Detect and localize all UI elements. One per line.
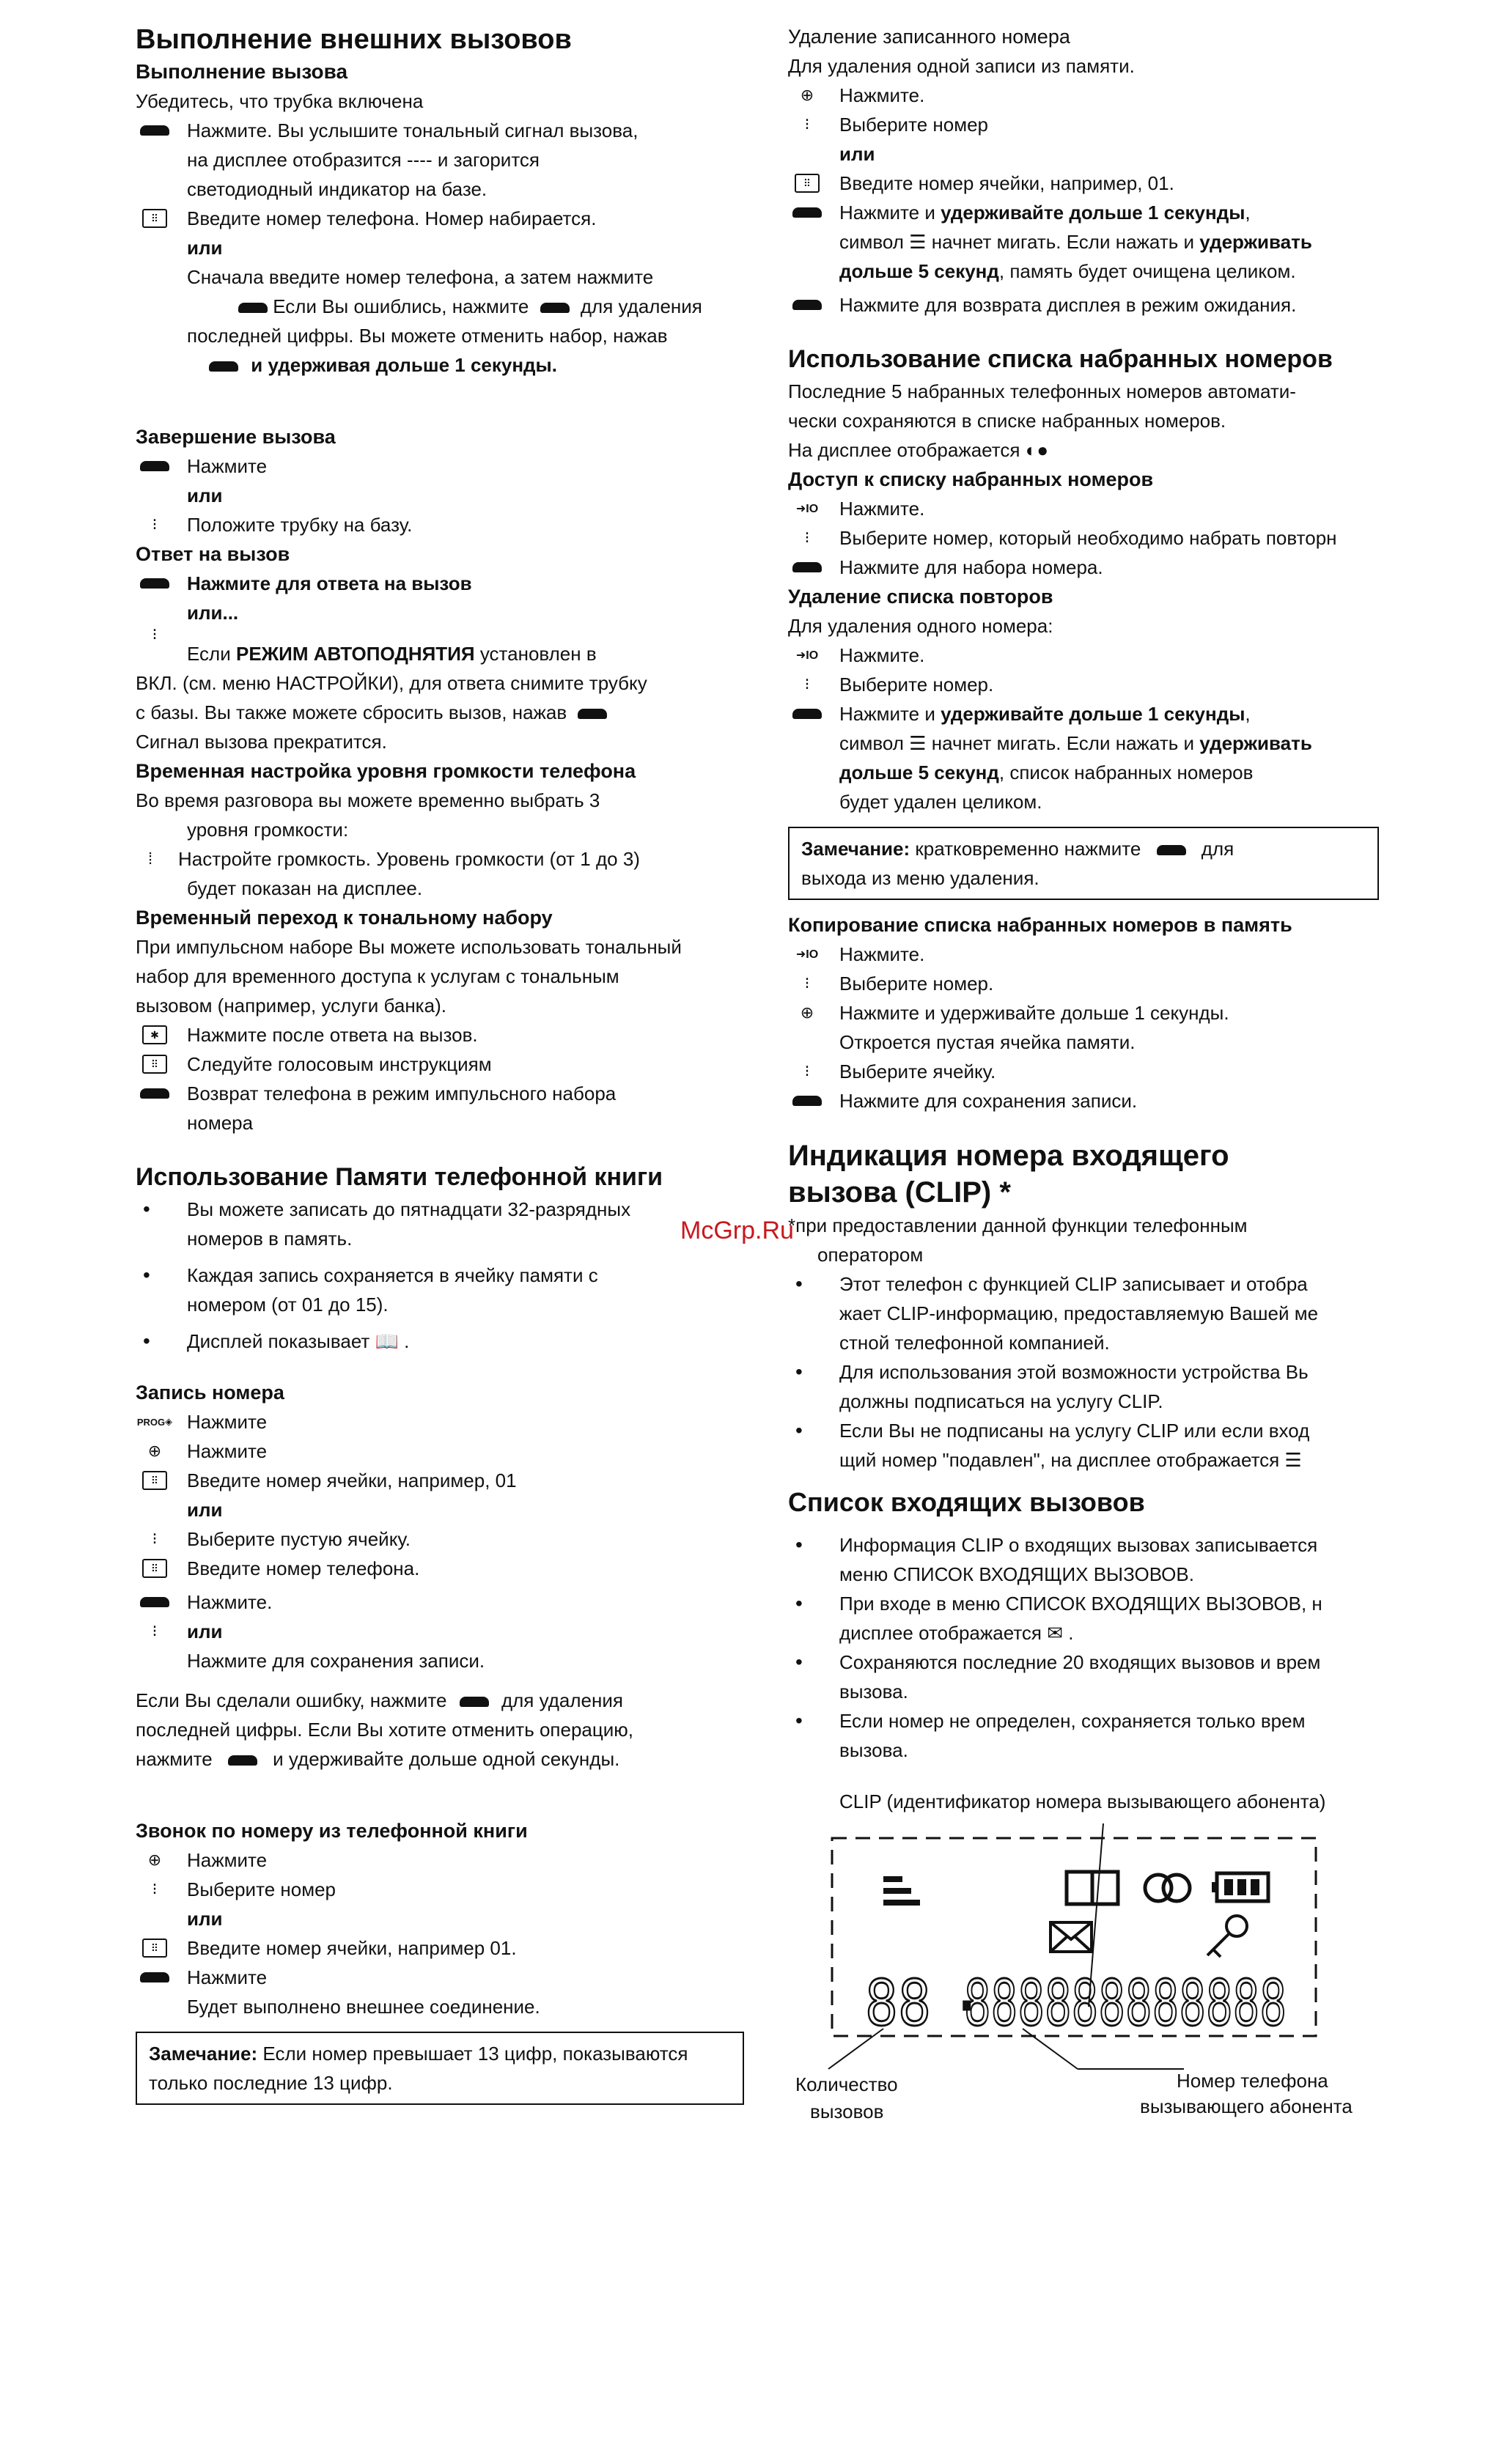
step — [136, 1963, 744, 1992]
step — [788, 110, 1397, 139]
step — [136, 116, 744, 145]
text-line — [788, 435, 1397, 465]
text: вызова. — [839, 1681, 908, 1703]
list-item — [788, 1269, 1397, 1357]
step — [136, 1466, 744, 1495]
lcd-label-count: Количество — [795, 2073, 898, 2095]
text-line — [136, 350, 744, 380]
text: PROG — [136, 1416, 166, 1428]
step — [788, 998, 1397, 1028]
step — [788, 169, 1397, 198]
redial-icon — [1145, 1875, 1190, 1901]
text: Нажмите и — [839, 703, 935, 725]
text: вызовом (например, услуги банка). — [136, 995, 446, 1017]
text: кратковременно нажмите — [915, 838, 1141, 860]
step — [788, 290, 1397, 320]
handset-base-icon: ⁝ — [152, 625, 158, 643]
end-key-icon — [578, 709, 607, 719]
step — [136, 510, 744, 539]
footnote: *при предоставлении данной функции телефонным — [788, 1214, 1248, 1236]
or-label: или — [839, 143, 875, 165]
text: Нажмите и — [839, 202, 935, 224]
redial-key-icon: ➜IO — [795, 503, 819, 515]
delete-key-icon — [788, 202, 826, 223]
clip-bullets — [788, 1269, 1397, 1475]
text: удерживать — [1199, 732, 1312, 754]
text: Если Вы ошиблись, нажмите — [273, 295, 529, 317]
text: Если Вы сделали ошибку, нажмите — [136, 1689, 447, 1711]
section-title-end-call: Завершение вызова — [136, 426, 336, 448]
text: начнет мигать. Если нажать и — [931, 231, 1195, 253]
text: символ — [839, 732, 904, 754]
text: Для удаления одного номера: — [788, 615, 1053, 637]
step — [788, 699, 1397, 728]
phonebook-key-icon: ⊕ — [147, 1442, 162, 1460]
text: установлен в — [479, 643, 597, 665]
phonebook-key-icon: ⊕ — [800, 1003, 814, 1022]
text-line — [788, 227, 1397, 257]
text-line — [788, 758, 1397, 787]
text: Введите номер ячейки, например 01. — [187, 1937, 517, 1959]
list-item — [788, 1530, 1397, 1589]
step — [136, 204, 744, 233]
text: Нажмите — [187, 1849, 268, 1871]
text: светодиодный индикатор на базе. — [187, 178, 487, 200]
text: Нажмите — [187, 455, 268, 477]
text: Нажмите и удерживайте дольше 1 секунды. — [839, 1002, 1229, 1024]
lcd-pointer-line — [828, 2029, 883, 2069]
envelope-icon — [1050, 1922, 1092, 1952]
text: с базы. Вы также можете сбросить вызов, нажав — [136, 701, 567, 723]
lcd-colon: · — [946, 1966, 988, 2046]
text: уровня громкости: — [187, 819, 349, 841]
text: вызова. — [839, 1739, 908, 1761]
text-line: Нажмите и удерживайте дольше 1 секунды, — [839, 202, 1251, 224]
step — [788, 1057, 1397, 1086]
text: Нажмите. — [187, 1591, 273, 1613]
step — [788, 494, 1397, 523]
section-title-copy-dialed-list: Копирование списка набранных номеров в память — [788, 914, 1292, 936]
text: дольше 5 секунд — [839, 761, 999, 783]
text: Нажмите. — [839, 644, 925, 666]
signal-icon: ☰ — [909, 732, 927, 754]
step — [136, 1079, 744, 1108]
scroll-key-icon: ⁝ — [804, 115, 810, 133]
step — [136, 1020, 744, 1050]
talk-key-icon — [788, 557, 826, 578]
text: Введите номер ячейки, например, 01. — [839, 172, 1174, 194]
text: дисплее отображается — [839, 1622, 1042, 1644]
redial-key-icon: ➜IO — [795, 948, 819, 961]
text: Если номер превышает 13 цифр, показываются — [262, 2043, 688, 2065]
text-line: Нажмите и удерживайте дольше 1 секунды, — [839, 703, 1251, 725]
scroll-key-icon: ⁝ — [152, 1622, 158, 1640]
list-item: • Дисплей показывает 📖 . — [136, 1327, 744, 1356]
text: на дисплее отобразится ---- и загорится — [187, 149, 540, 171]
scroll-key-icon: ⁝ — [152, 1880, 158, 1898]
text: Нажмите. — [839, 943, 925, 965]
text: При импульсном наборе Вы можете использовать тональный — [136, 936, 682, 958]
step — [136, 844, 744, 874]
text: Нажмите для сохранения записи. — [839, 1090, 1138, 1112]
text: Последние 5 набранных телефонных номеров автомати- — [788, 380, 1296, 402]
text: Если — [187, 643, 231, 665]
signal-icon — [883, 1876, 920, 1906]
step — [136, 625, 744, 668]
text: Вы можете записать до пятнадцати 32-разрядных — [187, 1198, 631, 1220]
text: Выберите пустую ячейку. — [187, 1528, 411, 1550]
text: последней цифры. Вы можете отменить набор, нажав — [187, 325, 668, 347]
keypad-icon: ⠿ — [136, 1054, 174, 1074]
footnote: оператором — [817, 1244, 924, 1266]
text: Настройте громкость. Уровень громкости (от 1 до 3) — [178, 848, 640, 870]
scroll-key-icon: ⁝ — [804, 974, 810, 992]
list-item — [136, 1195, 744, 1253]
envelope-icon: ✉ — [1047, 1622, 1064, 1644]
text: Для использования этой возможности устройства Вь — [839, 1361, 1309, 1383]
section-title-delete-entry: Удаление записанного номера — [788, 26, 1070, 48]
scroll-key-icon: ⁝ — [804, 675, 810, 693]
text: Откроется пустая ячейка памяти. — [839, 1031, 1136, 1053]
section-title-dialed-list: Использование списка набранных номеров — [788, 345, 1333, 373]
text: Во время разговора вы можете временно выбрать 3 — [136, 789, 600, 811]
section-title-incoming-list: Список входящих вызовов — [788, 1487, 1145, 1517]
talk-key-icon — [788, 1091, 826, 1111]
text: удерживайте дольше 1 секунды — [941, 703, 1245, 725]
text: ВКЛ. (см. меню НАСТРОЙКИ), для ответа снимите трубку — [136, 672, 647, 694]
note-box — [788, 827, 1379, 900]
text: символ — [839, 231, 904, 253]
delete-key-icon — [460, 1697, 489, 1707]
text: Введите номер телефона. Номер набирается. — [187, 207, 597, 229]
subtitle-make-call: Выполнение вызова — [136, 60, 348, 83]
end-key-icon — [136, 1083, 174, 1104]
text: набор для временного доступа к услугам с тональным — [136, 965, 619, 987]
text: Выберите номер. — [839, 973, 994, 995]
subtitle-access-dialed-list: Доступ к списку набранных номеров — [788, 468, 1154, 490]
talk-key-icon — [238, 303, 268, 313]
text: Следуйте голосовым инструкциям — [187, 1053, 492, 1075]
text: Замечание: — [801, 838, 910, 860]
text: Нажмите. — [839, 84, 925, 106]
lcd-counter-digits: 88 — [865, 1966, 931, 2046]
text: для удаления — [501, 1689, 623, 1711]
text: Положите трубку на базу. — [187, 514, 413, 536]
text: Если Вы не подписаны на услугу CLIP или если вход — [839, 1420, 1310, 1442]
section-title-phonebook: Использование Памяти телефонной книги — [136, 1163, 663, 1191]
text: меню СПИСОК ВХОДЯЩИХ ВЫЗОВОВ. — [839, 1563, 1194, 1585]
text: , память будет очищена целиком. — [998, 260, 1296, 282]
redial-key-icon: ➜IO — [795, 649, 819, 662]
text: Нажмите — [187, 1411, 268, 1433]
list-item — [788, 1706, 1397, 1765]
note-box — [136, 2032, 744, 2105]
text-line — [788, 257, 1397, 286]
lcd-caption: CLIP (идентификатор номера вызывающего абонента) — [839, 1790, 1326, 1812]
list-item — [788, 1357, 1397, 1416]
section-title-call-from-phonebook: Звонок по номеру из телефонной книги — [136, 1820, 528, 1842]
text-line — [136, 1686, 744, 1715]
right-column — [788, 22, 1397, 2131]
redial-icon: ◐● — [1025, 439, 1049, 461]
key-icon — [1207, 1916, 1247, 1957]
text: только последние 13 цифр. — [149, 2072, 393, 2094]
text: Возврат телефона в режим импульсного набора — [187, 1082, 617, 1104]
text-line — [187, 639, 744, 668]
battery-icon — [1212, 1873, 1268, 1901]
phonebook-key-icon: ⊕ — [800, 86, 814, 104]
text: для удаления — [580, 295, 702, 317]
delete-key-icon — [209, 361, 238, 372]
text: Будет выполнено внешнее соединение. — [187, 1996, 540, 2018]
delete-key-icon — [788, 704, 826, 724]
keypad-icon: ⠿ — [136, 1558, 174, 1579]
scroll-key-icon: ⁝ — [804, 1062, 810, 1080]
text: будет показан на дисплее. — [187, 877, 423, 899]
section-title-save-number: Запись номера — [136, 1382, 284, 1403]
step — [788, 553, 1397, 582]
step — [788, 940, 1397, 969]
step — [136, 569, 744, 598]
list-item — [136, 1261, 744, 1319]
lcd-label-number: Номер телефона — [1177, 2070, 1328, 2092]
text: номеров в память. — [187, 1228, 353, 1250]
prog-key-icon: PROG ◈ — [136, 1416, 173, 1428]
text: Сигнал вызова прекратится. — [136, 731, 387, 753]
text: Нажмите после ответа на вызов. — [187, 1024, 478, 1046]
text: номера — [187, 1112, 254, 1134]
end-key-icon — [1157, 845, 1186, 855]
section-title-tone-dial: Временный переход к тональному набору — [136, 907, 553, 929]
step — [788, 969, 1397, 998]
text: Выберите номер — [839, 114, 988, 136]
list-item — [788, 1416, 1397, 1475]
text: дольше 5 секунд — [839, 260, 999, 282]
book-icon — [1067, 1872, 1118, 1904]
text: Нажмите для ответа на вызов — [187, 572, 472, 594]
step — [136, 1845, 744, 1875]
keypad-icon: ⠿ — [136, 208, 174, 229]
end-key-icon — [788, 295, 826, 315]
text-line — [136, 698, 744, 727]
talk-key-icon — [136, 573, 174, 594]
step — [136, 1933, 744, 1963]
subtitle-delete-redial-list: Удаление списка повторов — [788, 586, 1053, 608]
text: Нажмите для возврата дисплея в режим ожидания. — [839, 294, 1297, 316]
text: Выберите номер — [187, 1878, 336, 1900]
or-label: или — [187, 1620, 223, 1642]
step — [136, 1587, 744, 1617]
step — [788, 641, 1397, 670]
text: выхода из меню удаления. — [801, 867, 1039, 889]
or-label: или — [187, 1908, 223, 1930]
step — [788, 523, 1397, 553]
text: Нажмите — [187, 1966, 268, 1988]
delete-key-icon — [228, 1755, 257, 1766]
lcd-diagram — [788, 1823, 1360, 2131]
lcd-svg — [788, 1823, 1360, 2131]
text: Введите номер ячейки, например, 01 — [187, 1469, 517, 1491]
text: номером (от 01 до 15). — [187, 1294, 389, 1316]
text: нажмите — [136, 1748, 213, 1770]
text: Нажмите для сохранения записи. — [187, 1650, 485, 1672]
incoming-bullets — [788, 1530, 1397, 1765]
text: будет удален целиком. — [839, 791, 1042, 813]
left-column — [136, 22, 744, 2105]
text: , список набранных номеров — [998, 761, 1254, 783]
text: чески сохраняются в списке набранных номеров. — [788, 410, 1226, 432]
step — [136, 1617, 744, 1646]
step — [136, 1436, 744, 1466]
text: Если номер не определен, сохраняется только врем — [839, 1710, 1306, 1732]
phonebook-key-icon: ⊕ — [147, 1851, 162, 1869]
text: жает CLIP-информацию, предоставляемую Вашей ме — [839, 1302, 1319, 1324]
step — [136, 1524, 744, 1554]
step — [788, 81, 1397, 110]
lcd-label-number-2: вызывающего абонента — [1140, 2095, 1353, 2117]
book-icon: 📖 — [375, 1330, 399, 1352]
keypad-icon: ⠿ — [788, 173, 826, 193]
step — [136, 1050, 744, 1079]
text: Нажмите. Вы услышите тональный сигнал вызова, — [187, 119, 639, 141]
step — [136, 1875, 744, 1904]
text: Информация CLIP о входящих вызовах записывается — [839, 1534, 1318, 1556]
text: Нажмите — [187, 1440, 268, 1462]
text: Сначала введите номер телефона, а затем нажмите — [187, 266, 654, 288]
step — [788, 198, 1397, 227]
text: Нажмите. — [839, 498, 925, 520]
step — [788, 670, 1397, 699]
lcd-label-count-2: вызовов — [810, 2100, 884, 2122]
text: Выберите номер, который необходимо набрать повторн — [839, 527, 1337, 549]
or-label: или — [187, 1499, 223, 1521]
talk-key-icon — [136, 1967, 174, 1988]
text: удерживайте дольше 1 секунды — [941, 202, 1245, 224]
section-title-answer-call: Ответ на вызов — [136, 543, 290, 565]
section-title-volume: Временная настройка уровня громкости телефона — [136, 760, 636, 782]
text: должны подписаться на услугу CLIP. — [839, 1390, 1163, 1412]
end-key-icon — [136, 456, 174, 476]
text: начнет мигать. Если нажать и — [931, 732, 1195, 754]
section-title-clip-2: вызова (CLIP) * — [788, 1176, 1011, 1209]
text: Введите номер телефона. — [187, 1557, 420, 1579]
list-item: • При входе в меню СПИСОК ВХОДЯЩИХ ВЫЗОВОВ, н дисплее отображается ✉ . — [788, 1589, 1397, 1648]
text: для — [1201, 838, 1234, 860]
text: Нажмите для набора номера. — [839, 556, 1103, 578]
section-title-outgoing-calls: Выполнение внешних вызовов — [136, 24, 572, 55]
signal-icon: ☰ — [909, 231, 927, 253]
text: Убедитесь, что трубка включена — [136, 90, 424, 112]
text: РЕЖИМ АВТОПОДНЯТИЯ — [235, 643, 475, 665]
keypad-icon: ⠿ — [136, 1470, 174, 1491]
talk-key-icon — [136, 1592, 174, 1612]
or-label: или — [187, 237, 223, 259]
text: Выберите ячейку. — [839, 1061, 996, 1082]
text-line — [136, 1744, 744, 1774]
text: щий номер "подавлен", на дисплее отображается — [839, 1449, 1280, 1471]
scroll-key-icon: ⁝ — [152, 1530, 158, 1548]
text: и удерживая дольше 1 секунды. — [251, 354, 557, 376]
talk-key-icon — [136, 120, 174, 141]
text: Замечание: — [149, 2043, 258, 2065]
step — [136, 1407, 744, 1436]
text: На дисплее отображается — [788, 439, 1020, 461]
text: стной телефонной компанией. — [839, 1332, 1110, 1354]
volume-key-icon: ⁞ — [147, 849, 153, 868]
step — [136, 1554, 744, 1583]
scroll-key-icon: ⁝ — [804, 528, 810, 547]
text: Для удаления одной записи из памяти. — [788, 55, 1135, 77]
step — [136, 451, 744, 481]
text: или... — [187, 602, 239, 624]
phonebook-bullets — [136, 1195, 744, 1356]
section-title-clip: Индикация номера входящего — [788, 1140, 1229, 1172]
text: Дисплей показывает — [187, 1330, 370, 1352]
delete-key-icon — [540, 303, 570, 313]
step — [788, 1086, 1397, 1115]
text-line — [788, 728, 1397, 758]
text: Каждая запись сохраняется в ячейку памяти с — [187, 1264, 598, 1286]
signal-icon: ☰ — [1284, 1449, 1302, 1471]
or-label: или — [187, 484, 223, 506]
keypad-icon: ⠿ — [136, 1938, 174, 1958]
text: Сохраняются последние 20 входящих вызовов и врем — [839, 1651, 1321, 1673]
text-line — [136, 292, 744, 321]
watermark: McGrp.Ru — [680, 1217, 794, 1244]
text: удерживать — [1199, 231, 1312, 253]
star-key-icon: ✱ — [136, 1025, 174, 1045]
list-item — [788, 1648, 1397, 1706]
text: При входе в меню СПИСОК ВХОДЯЩИХ ВЫЗОВОВ, н — [839, 1593, 1322, 1615]
lcd-number-digits: 888888888888 — [964, 1966, 1287, 2046]
text: Выберите номер. — [839, 674, 994, 696]
text: последней цифры. Если Вы хотите отменить операцию, — [136, 1719, 634, 1741]
text: и удерживайте дольше одной секунды. — [273, 1748, 620, 1770]
text: Этот телефон с функцией CLIP записывает и отобра — [839, 1273, 1308, 1295]
handset-base-icon: ⁝ — [152, 515, 158, 534]
